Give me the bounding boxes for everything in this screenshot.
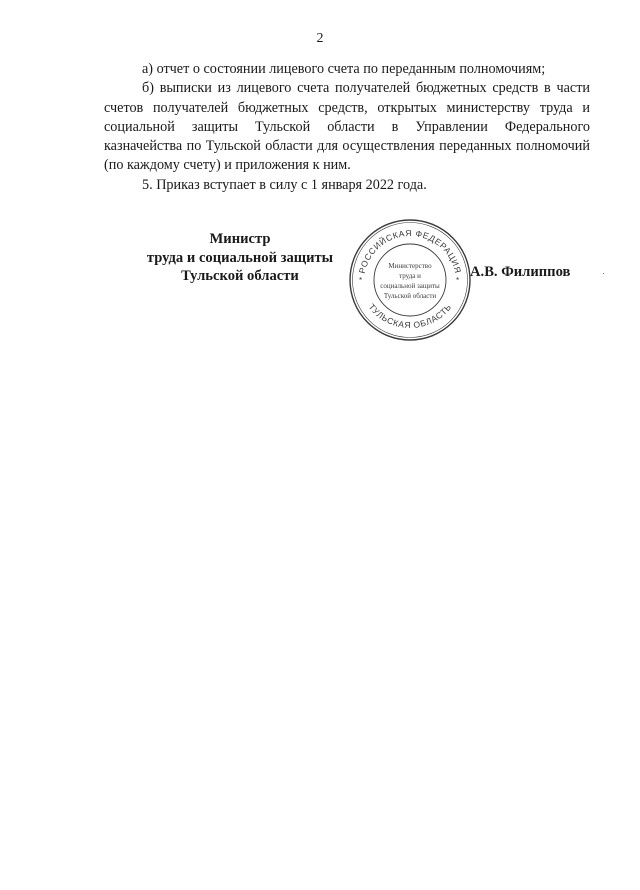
paragraph-b: б) выписки из лицевого счета получателей бюджетных средств в части счетов получателей бюджетных средств, открытых министерству труда и социальной защиты Тульской области в Управлении Федерального казначейства по Тульской области для осуществления переданных полномочий (по каждому счету) и приложения к ним. bbox=[104, 80, 590, 174]
signature-position-line3: Тульской области bbox=[181, 268, 299, 284]
scan-speck bbox=[603, 273, 604, 274]
seal-top-text: РОССИЙСКАЯ ФЕДЕРАЦИЯ bbox=[356, 227, 464, 275]
seal-inner-line4: Тульской области bbox=[383, 292, 437, 300]
paragraph-a: а) отчет о состоянии лицевого счета по переданным полномочиям; bbox=[142, 61, 546, 77]
seal-inner-line1: Министерство bbox=[388, 262, 432, 270]
seal-inner-ring bbox=[374, 244, 446, 316]
page-number: 2 bbox=[316, 31, 324, 46]
seal-star-right: * bbox=[456, 276, 460, 285]
seal-inner-line3: социальной защиты bbox=[380, 282, 440, 290]
seal-star-left: * bbox=[359, 276, 363, 285]
document-body bbox=[104, 60, 590, 195]
signature-position bbox=[128, 230, 352, 286]
signature-position-line1: Министр bbox=[209, 231, 271, 247]
signer-name: А.В. Филиппов bbox=[470, 264, 571, 280]
signature-position-line2: труда и социальной защиты bbox=[146, 249, 334, 266]
paragraph-5: 5. Приказ вступает в силу с 1 января 2022 года. bbox=[142, 176, 427, 193]
seal-graphic bbox=[348, 218, 472, 342]
official-seal bbox=[348, 218, 472, 342]
seal-inner-line2: труда и bbox=[399, 272, 421, 280]
seal-bottom-text: ТУЛЬСКАЯ ОБЛАСТЬ bbox=[366, 301, 454, 331]
